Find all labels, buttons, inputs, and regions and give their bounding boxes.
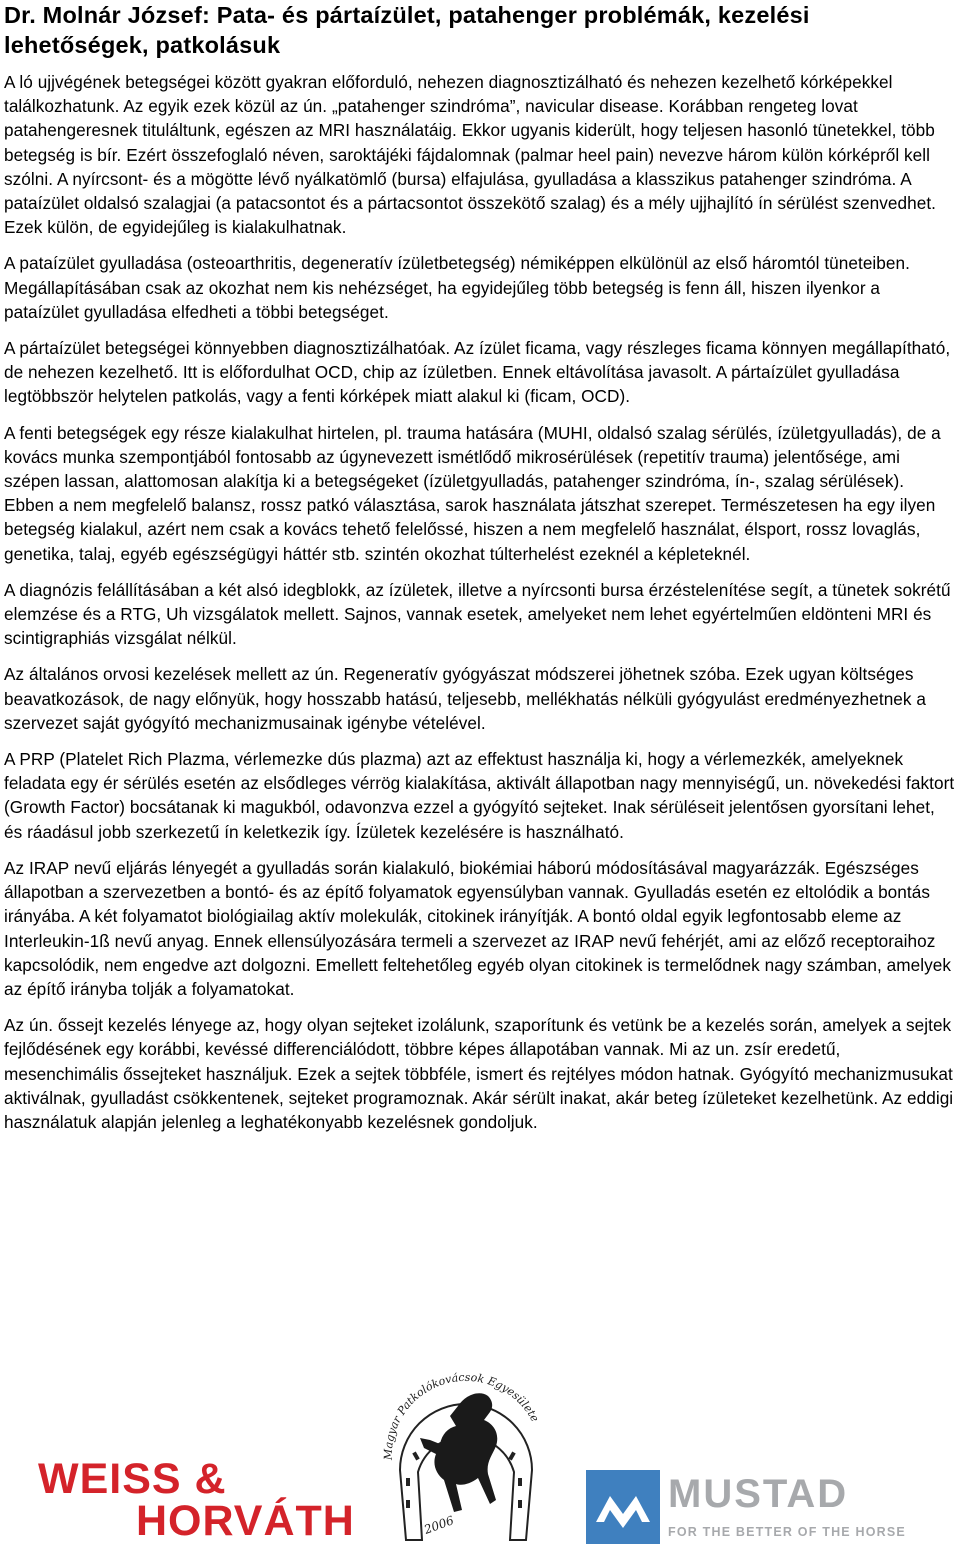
emblem-year: 2006 (422, 1513, 456, 1537)
document-body (0, 70, 960, 1134)
mustad-logo (586, 1470, 946, 1544)
mustad-name: MUSTAD (668, 1472, 849, 1516)
farriers-association-emblem (366, 1350, 562, 1548)
paragraph: A diagnózis felállításában a két alsó idegblokk, az ízületek, illetve a nyírcsonti bursa érzéstelenítése segít, a tünetek sokrétű elemzése és a RTG, Uh vizsgálatok mellett. Sajnos, vannak esetek, amelyeket nem lehet egyértelműen eldönteni MRI és scintigraphiás vizsgálat nélkül. (4, 579, 951, 649)
horseshoe-emblem-icon (366, 1350, 562, 1548)
paragraph: Az ún. őssejt kezelés lényege az, hogy olyan sejteket izolálunk, szaporítunk és vetünk be a kezelés során, amelyek a sejtek fejlődésének egy korábbi, kevéssé differenciálódott, többre képes állapotában vannak. Mi az un. zsír eredetű, mesenchimális őssejteket használjuk. Ezek a sejtek többféle, ismert és rejtélyes módon hatnak. Gyógyító mechanizmusukat aktiválnak, gyulladást csökkentenek, sejteket programoznak. Akár sérült inakat, akár beteg ízületeket kezelhetünk. Az eddigi használatuk alapján jelenleg a leghatékonyabb kezelésnek gondoljuk. (4, 1015, 954, 1132)
weiss-horvath-line2: HORVÁTH (136, 1497, 355, 1545)
sponsor-logos (0, 1350, 960, 1548)
paragraph: A ló ujjvégének betegségei között gyakran előforduló, nehezen diagnosztizálható és nehezen kezelhető kórképekkel találkozhatunk. Az egyik ezek közül az ún. „patahenger szindróma”, navicular disease. Korábban rengeteg lovat patahengeresnek tituláltunk, egészen az MRI használatáig. Ekkor ugyanis kiderült, hogy teljesen hasonló tünetekkel, több betegség is bír. Ezért összefoglaló néven, saroktájéki fájdalomnak (palmar heel pain) nevezve három külön kórképről kell szólni. A nyírcsont- és a mögötte lévő nyálkatömlő (bursa) elfajulása, gyulladása a klasszikus patahenger szindróma. A pataízület oldalsó szalagjai (a patacsontot és a pártacsontot összekötő szalag) és a mély ujjhajlító ín sérülést szenvedhet. Ezek külön, de egyidejűleg is kialakulhatnak. (4, 72, 936, 238)
mustad-tagline: FOR THE BETTER OF THE HORSE (668, 1525, 906, 1539)
paragraph: Az általános orvosi kezelések mellett az ún. Regeneratív gyógyászat módszerei jöhetnek szóba. Ezek ugyan költséges beavatkozások, de nagy előnyük, hogy hosszabb hatású, teljesebb, mellékhatás nélküli gyógyulást eredményezhetnek a szervezet saját gyógyító mechanizmusainak igénybe vételével. (4, 664, 926, 733)
weiss-horvath-line1: WEISS & (38, 1455, 227, 1503)
paragraph: A fenti betegségek egy része kialakulhat hirtelen, pl. trauma hatására (MUHI, oldalsó szalag sérülés, ízületgyulladás), de a kovács munka szempontjából fontosabb az úgynevezett ismétlődő mikrosérülések (repetitív trauma) jelentősége, ami szépen lassan, alattomosan alakítja ki a betegségeket (ízületgyulladás, patahenger szindróma, ín-, szalag sérülések). Ebben a nem megfelelő balansz, rossz patkó választása, sarok használata játszhat szerepet. Természetesen ha egy ilyen betegség kialakul, azért nem csak a kovács tehető felelőssé, hiszen a nem megfelelő használat, élsport, rossz lovaglás, genetika, talaj, egyéb egészségügyi háttér stb. szintén okozhat túlterhelést ezeknél a képleteknél. (4, 422, 941, 564)
document-title: Dr. Molnár József: Pata- és pártaízület, patahenger problémák, kezelési lehetőségek, patkolásuk (4, 2, 810, 58)
weiss-horvath-logo (38, 1455, 358, 1548)
paragraph: A PRP (Platelet Rich Plazma, vérlemezke dús plazma) azt az effektust használja ki, hogy a vérlemezkék, amelyeknek feladata egy ér sérülés esetén az elsődleges vérrög kialakítása, aktivált állapotban nagy mennyiségű, un. növekedési faktort (Growth Factor) bocsátanak ki magukból, odavonzva ezzel a gyógyító sejteket. Inak sérüléseit jelentősen gyorsítani lehet, és ráadásul jobb szerkezetű ín keletkezik így. Ízületek kezelésére is használható. (4, 749, 955, 842)
mustad-mark-icon (586, 1470, 660, 1544)
paragraph: Az IRAP nevű eljárás lényegét a gyulladás során kialakuló, biokémiai háború módosításával magyarázzák. Egészséges állapotban a szervezetben a bontó- és az építő folyamatok egyensúlyban vannak. Gyulladás esetén ez eltolódik a bontás irányába. A két folyamatot biológiailag aktív molekulák, citokinek irányítják. A bontó oldal egyik legfontosabb eleme az Interleukin-1ß nevű anyag. Ennek ellensúlyozására termeli a szervezet az IRAP nevű fehérjét, ami az előző receptoraihoz kapcsolódik, nem engedve azt dolgozni. Emellett feltehetőleg egyéb olyan citokinek is termelődnek nagy számban, amelyek az építő irányba tolják a folyamatokat. (4, 857, 952, 999)
emblem-arc-text: Magyar Patkolókovácsok Egyesülete (381, 1370, 542, 1461)
paragraph: A pártaízület betegségei könnyebben diagnosztizálhatóak. Az ízület ficama, vagy részleges ficama könnyen megállapítható, de nehezen kezelhető. Itt is előfordulhat OCD, chip az ízületben. Ennek eltávolítása javasolt. A pártaízület gyulladása legtöbbször helytelen patkolás, vagy a fenti kórképek miatt alakul ki (ficam, OCD). (4, 338, 951, 407)
paragraph: A pataízület gyulladása (osteoarthritis, degeneratív ízületbetegség) némiképpen elkülönül az első háromtól tüneteiben. Megállapításában csak az okozhat nem kis nehézséget, ha egyidejűleg több betegség is fenn áll, hiszen ilyenkor a pataízület gyulladása elfedheti a többi betegséget. (4, 253, 910, 322)
